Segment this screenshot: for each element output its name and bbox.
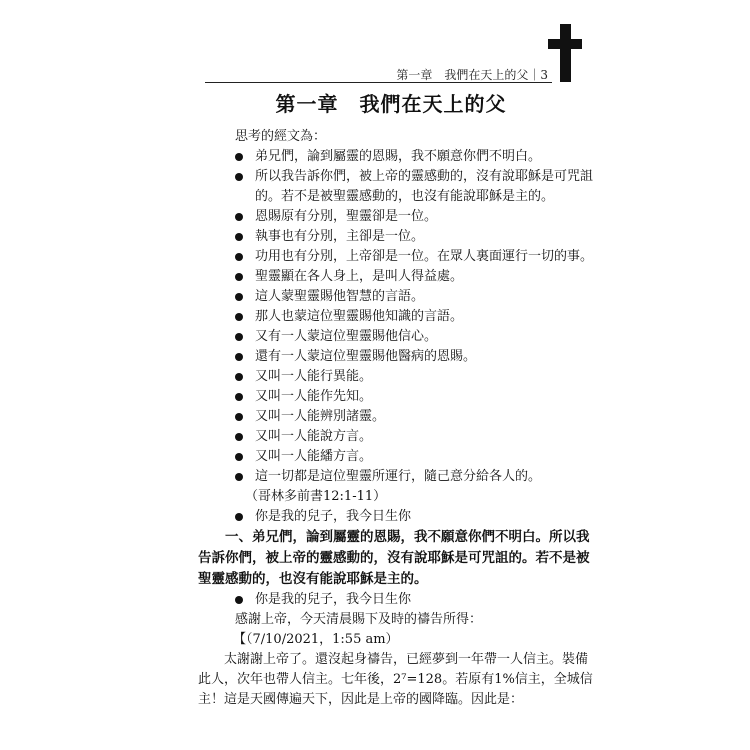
header-rule: [205, 82, 552, 83]
verse-item: 又叫一人能說方言。: [235, 427, 595, 447]
bullet-icon: [235, 153, 243, 161]
bullet-icon: [235, 333, 243, 341]
verse-item: 所以我告訴你們，被上帝的靈感動的，沒有說耶穌是可咒詛的。若不是被聖靈感動的，也沒有能說耶穌是主的。: [235, 167, 595, 207]
bullet-icon: [235, 213, 243, 221]
verse-item: 這人蒙聖靈賜他智慧的言語。: [235, 287, 595, 307]
son-bullet: 你是我的兒子，我今日生你: [235, 507, 595, 527]
bullet-icon: [235, 233, 243, 241]
intro-line: 思考的經文為：: [235, 129, 327, 144]
verse-item: 弟兄們，論到屬靈的恩賜，我不願意你們不明白。: [235, 147, 595, 167]
bullet-icon: [235, 173, 243, 181]
verse-item: 聖靈顯在各人身上，是叫人得益處。: [235, 267, 595, 287]
bullet-icon: [235, 313, 243, 321]
bullet-icon: [235, 433, 243, 441]
cross-icon: [548, 24, 582, 82]
bullet-icon: [235, 353, 243, 361]
thanks-line: 感謝上帝，今天清晨賜下及時的禱告所得：: [235, 612, 483, 627]
chapter-title: 第一章 我們在天上的父: [275, 92, 507, 116]
son-bullet: 你是我的兒子，我今日生你: [235, 590, 595, 610]
verse-item: 又叫一人能行異能。: [235, 367, 595, 387]
verse-item: 又叫一人能繙方言。: [235, 447, 595, 467]
bold-paragraph: 一、弟兄們，論到屬靈的恩賜，我不願意你們不明白。所以我告訴你們，被上帝的靈感動的，沒有說耶穌是可咒詛的。若不是被聖靈感動的，也沒有能說耶穌是主的。: [198, 529, 590, 587]
verse-item: 那人也蒙這位聖靈賜他知識的言語。: [235, 307, 595, 327]
page-body: [198, 127, 595, 710]
verse-item: 又叫一人能作先知。: [235, 387, 595, 407]
verse-item: 又有一人蒙這位聖靈賜他信心。: [235, 327, 595, 347]
bullet-icon: [235, 413, 243, 421]
bullet-icon: [235, 513, 243, 521]
bullet-icon: [235, 373, 243, 381]
body-paragraph: 太謝謝上帝了。還沒起身禱告，已經夢到一年帶一人信主。裝備此人，次年也帶人信主。七年後，2⁷=128。若原有1%信主，全城信主！這是天國傳遍天下，因此是上帝的國降臨。因此是：: [198, 652, 593, 707]
verse-item: 恩賜原有分別，聖靈卻是一位。: [235, 207, 595, 227]
bullet-icon: [235, 273, 243, 281]
scripture-reference: （哥林多前書12:1-11）: [245, 489, 387, 504]
date-line: 【（7/10/2021，1:55 am）: [233, 632, 399, 647]
verse-item: 還有一人蒙這位聖靈賜他醫病的恩賜。: [235, 347, 595, 367]
bullet-icon: [235, 253, 243, 261]
bullet-icon: [235, 293, 243, 301]
verse-item: 執事也有分別，主卻是一位。: [235, 227, 595, 247]
verse-item: 這一切都是這位聖靈所運行，隨己意分給各人的。: [235, 467, 595, 487]
bullet-icon: [235, 393, 243, 401]
verse-item: 又叫一人能辨別諸靈。: [235, 407, 595, 427]
verse-item: 功用也有分別，上帝卻是一位。在眾人裏面運行一切的事。: [235, 247, 595, 267]
bullet-icon: [235, 473, 243, 481]
bullet-icon: [235, 453, 243, 461]
running-header: 第一章 我們在天上的父｜3: [396, 68, 548, 82]
bullet-icon: [235, 596, 243, 604]
